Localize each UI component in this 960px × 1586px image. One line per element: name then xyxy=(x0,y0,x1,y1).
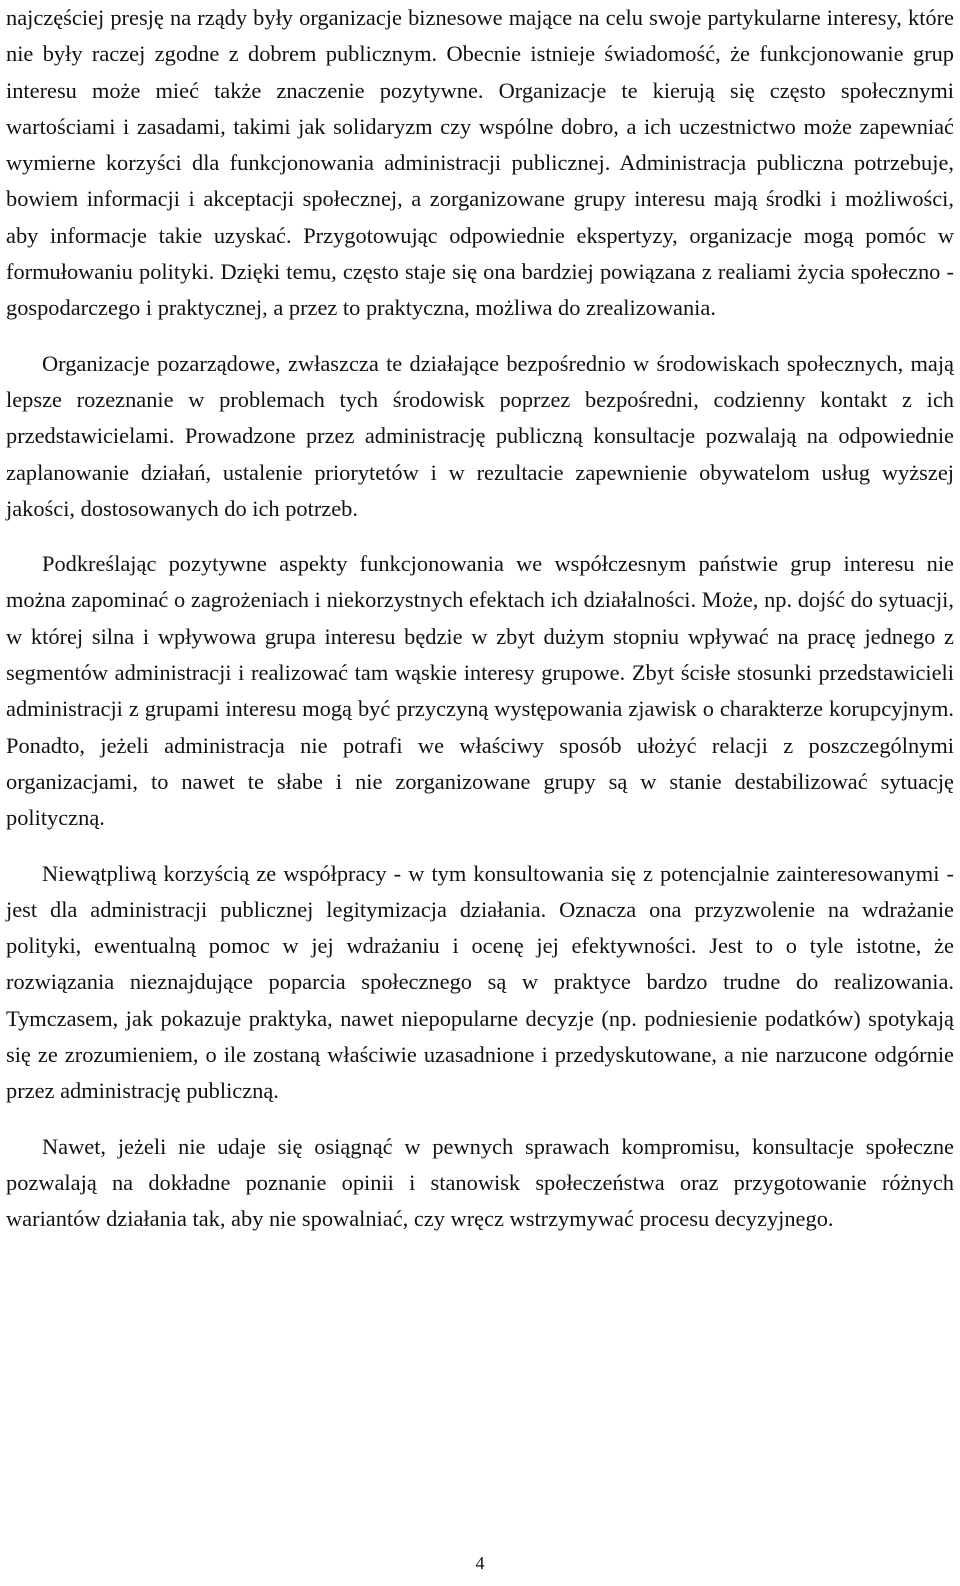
paragraph-legitimization: Niewątpliwą korzyścią ze współpracy - w tym konsultowania się z potencjalnie zainteresowanymi - jest dla administracji publicznej legitymizacja działania. Oznacza ona przyzwolenie na wdrażanie polityki, ewentualną pomoc w jej wdrażaniu i ocenę jej efektywności. Jest to o tyle istotne, że rozwiązania nieznajdujące poparcia społecznego są w praktyce bardzo trudne do realizowania. Tymczasem, jak pokazuje praktyka, nawet niepopularne decyzje (np. podniesienie podatków) spotykają się ze zrozumieniem, o ile zostaną właściwie uzasadnione i przedyskutowane, a nie narzucone odgórnie przez administrację publiczną. xyxy=(6,860,954,1104)
paragraph-compromise: Nawet, jeżeli nie udaje się osiągnąć w pewnych sprawach kompromisu, konsultacje społeczne pozwalają na dokładne poznanie opinii i stanowisk społeczeństwa oraz przygotowanie różnych wariantów działania tak, aby nie spowalniać, czy wręcz wstrzymywać procesu decyzyjnego. xyxy=(6,1133,954,1232)
paragraph-continuation: najczęściej presję na rządy były organizacje biznesowe mające na celu swoje partykularne interesy, które nie były raczej zgodne z dobrem publicznym. Obecnie istnieje świadomość, że funkcjonowanie grup interesu może mieć także znaczenie pozytywne. Organizacje te kierują się często społecznymi wartościami i zasadami, takimi jak solidaryzm czy wspólne dobro, a ich uczestnictwo może zapewniać wymierne korzyści dla funkcjonowania administracji publicznej. Administracja publiczna potrzebuje, bowiem informacji i akceptacji społecznej, a zorganizowane grupy interesu mają środki i możliwości, aby informacje takie uzyskać. Przygotowując odpowiednie ekspertyzy, organizacje mogą pomóc w formułowaniu polityki. Dzięki temu, często staje się ona bardziej powiązana z realiami życia społeczno - gospodarczego i praktycznej, a przez to praktyczna, możliwa do zrealizowania. xyxy=(6,5,954,321)
paragraph-gap xyxy=(6,327,954,346)
paragraph-risks: Podkreślając pozytywne aspekty funkcjonowania we współczesnym państwie grup interesu nie można zapominać o zagrożeniach i niekorzystnych efektach ich działalności. Może, np. dojść do sytuacji, w której silna i wpływowa grupa interesu będzie w zbyt dużym stopniu wpływać na pracę jednego z segmentów administracji i realizować tam wąskie interesy grupowe. Zbyt ścisłe stosunki przedstawicieli administracji z grupami interesu mogą być przyczyną występowania zjawisk o charakterze korupcyjnym. Ponadto, jeżeli administracja nie potrafi we właściwy sposób ułożyć relacji z poszczególnymi organizacjami, to nawet te słabe i nie zorganizowane grupy są w stanie destabilizować sytuację polityczną. xyxy=(6,551,954,831)
document-page xyxy=(6,0,954,1238)
paragraph-ngo-consultations: Organizacje pozarządowe, zwłaszcza te działające bezpośrednio w środowiskach społecznych, mają lepsze rozeznanie w problemach tych środowisk poprzez bezpośredni, codzienny kontakt z ich przedstawicielami. Prowadzone przez administrację publiczną konsultacje pozwalają na odpowiednie zaplanowanie działań, ustalenie priorytetów i w rezultacie zapewnienie obywatelom usług wyższej jakości, dostosowanych do ich potrzeb. xyxy=(6,350,954,521)
page-number: 4 xyxy=(475,1553,485,1573)
paragraph-gap xyxy=(6,527,954,546)
paragraph-gap xyxy=(6,1110,954,1129)
paragraph-gap xyxy=(6,837,954,856)
